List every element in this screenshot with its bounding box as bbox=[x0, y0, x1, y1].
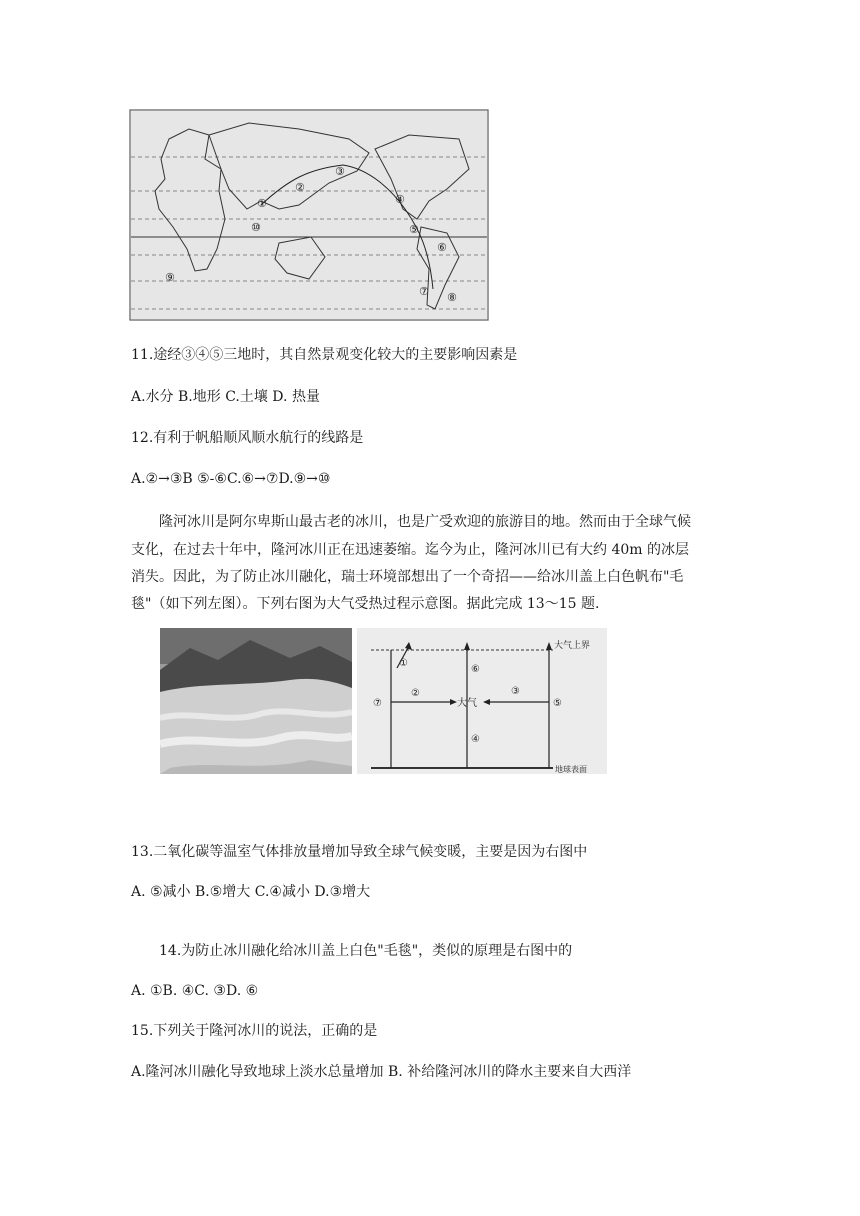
diagram-label-6: ⑥ bbox=[471, 664, 480, 675]
passage-line-4: 毯"（如下列左图）。下列右图为大气受热过程示意图。据此完成 13～15 题. bbox=[131, 596, 600, 612]
map-marker-8: ⑧ bbox=[447, 291, 457, 304]
q13-options: A. ⑤减小 B.⑤增大 C.④减小 D.③增大 bbox=[131, 884, 371, 900]
map-marker-7: ⑦ bbox=[419, 285, 429, 298]
q11-options: A.水分 B.地形 C.土壤 D. 热量 bbox=[131, 389, 320, 405]
map-marker-2: ② bbox=[295, 181, 305, 194]
map-marker-10: ⑩ bbox=[251, 221, 261, 234]
q15-stem: 15.下列关于隆河冰川的说法，正确的是 bbox=[131, 1023, 378, 1039]
map-marker-3: ③ bbox=[335, 165, 345, 178]
map-marker-5: ⑤ bbox=[409, 223, 419, 236]
diagram-label-4: ④ bbox=[471, 734, 480, 745]
diagram-label-3: ③ bbox=[511, 686, 520, 697]
q15-options: A.隆河冰川融化导致地球上淡水总量增加 B. 补给隆河冰川的降水主要来自大西洋 bbox=[131, 1064, 632, 1080]
atmosphere-heating-diagram bbox=[357, 628, 607, 774]
q13-stem: 13.二氧化碳等温室气体排放量增加导致全球气候变暖，主要是因为右图中 bbox=[131, 844, 588, 860]
map-marker-6: ⑥ bbox=[437, 241, 447, 254]
map-marker-9: ⑨ bbox=[165, 271, 175, 284]
diagram-label-1: ① bbox=[399, 658, 408, 669]
passage-line-1: 隆河冰川是阿尔卑斯山最古老的冰川，也是广受欢迎的旅游目的地。然而由于全球气候 bbox=[159, 514, 691, 530]
atmosphere-center-label: 大气 bbox=[457, 698, 477, 709]
diagram-label-7: ⑦ bbox=[373, 698, 382, 709]
q12-stem: 12.有利于帆船顺风顺水航行的线路是 bbox=[131, 430, 364, 446]
q11-stem: 11.途经③④⑤三地时，其自然景观变化较大的主要影响因素是 bbox=[131, 347, 518, 363]
passage-line-3: 消失。因此，为了防止冰川融化，瑞士环境部想出了一个奇招——给冰川盖上白色帆布"毛 bbox=[131, 569, 684, 585]
diagram-label-2: ② bbox=[411, 688, 420, 699]
q12-options: A.②→③B ⑤-⑥C.⑥→⑦D.⑨→⑩ bbox=[131, 471, 331, 487]
atmosphere-top-label: 大气上界 bbox=[554, 641, 591, 651]
passage-line-2: 支化，在过去十年中，隆河冰川正在迅速萎缩。迄今为止，隆河冰川已有大约 40m 的冰层 bbox=[131, 542, 689, 558]
q14-stem: 14.为防止冰川融化给冰川盖上白色"毛毯"，类似的原理是右图中的 bbox=[159, 943, 573, 959]
diagram-label-5: ⑤ bbox=[553, 698, 562, 709]
glacier-photo bbox=[160, 628, 352, 774]
map-marker-4: ④ bbox=[395, 193, 405, 206]
world-map-figure bbox=[129, 109, 489, 321]
q14-options: A. ①B. ④C. ③D. ⑥ bbox=[131, 983, 259, 999]
map-marker-1: ① bbox=[257, 197, 267, 210]
earth-surface-label: 地球表面 bbox=[555, 765, 587, 774]
